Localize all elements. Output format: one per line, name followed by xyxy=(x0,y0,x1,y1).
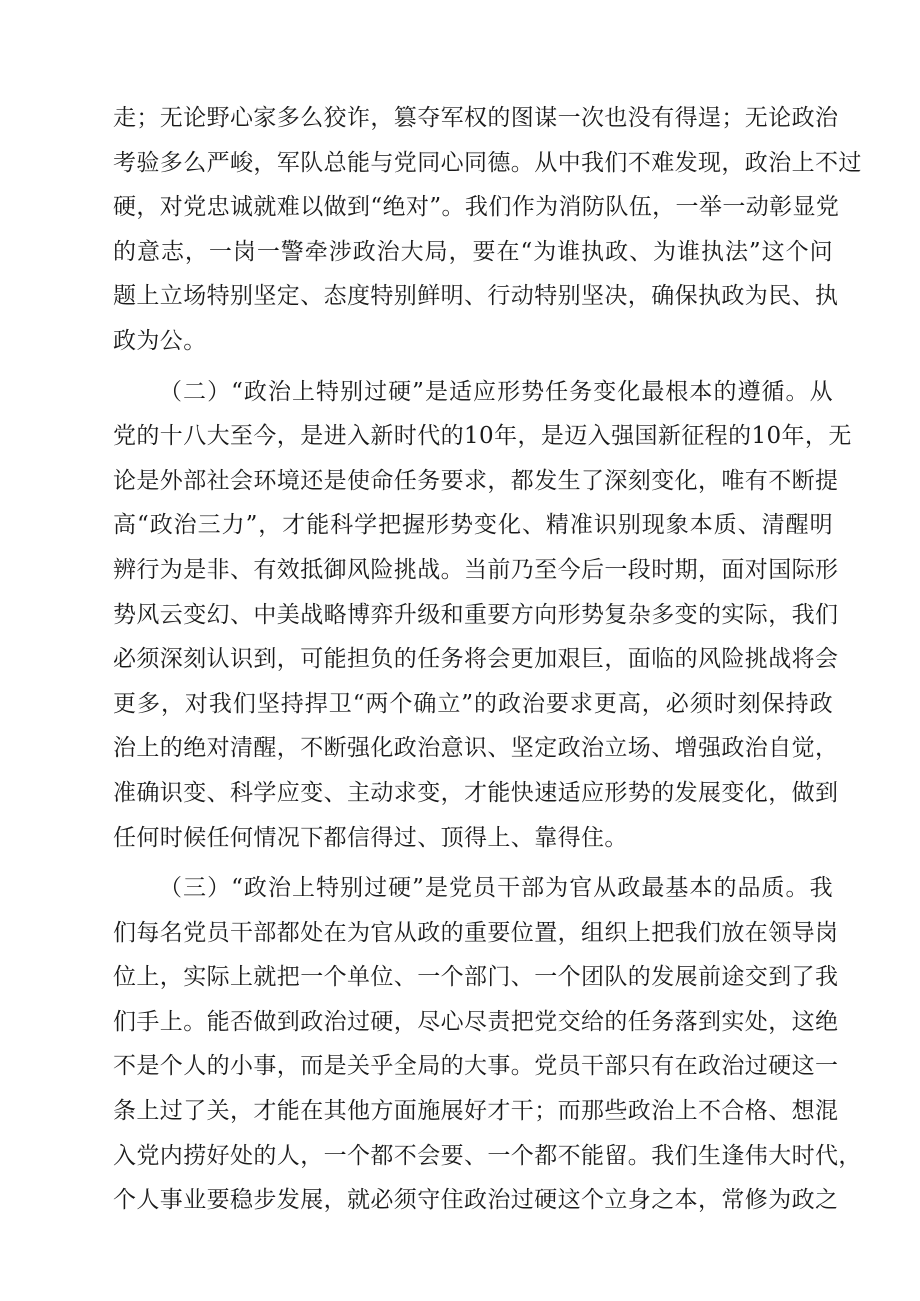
text-line: 党的十八大至今，是进入新时代的10年，是迈入强国新征程的10年，无 xyxy=(113,423,852,450)
text-line: 们手上。能否做到政治过硬，尽心尽责把党交给的任务落到实处，这绝 xyxy=(113,1008,839,1035)
text-line: 势风云变幻、中美战略博弈升级和重要方向形势复杂多变的实际，我们 xyxy=(113,601,839,628)
text-line: 准确识变、科学应变、主动求变，才能快速适应形势的发展变化，做到 xyxy=(113,779,839,806)
section-heading-line: （三）“政治上特别过硬”是党员干部为官从政最基本的品质。我 xyxy=(159,875,833,902)
text-line: 的意志，一岗一警牵涉政治大局，要在“为谁执政、为谁执法”这个问 xyxy=(113,238,833,265)
text-line: 位上，实际上就把一个单位、一个部门、一个团队的发展前途交到了我 xyxy=(113,964,839,991)
text-line: 任何时候任何情况下都信得过、顶得上、靠得住。 xyxy=(113,824,628,851)
text-line: 入党内捞好处的人，一个都不会要、一个都不能留。我们生逢伟大时代， xyxy=(113,1142,862,1169)
text-line: 更多，对我们坚持捍卫“两个确立”的政治要求更高，必须时刻保持政 xyxy=(113,690,833,717)
section-heading-line: （二）“政治上特别过硬”是适应形势任务变化最根本的遵循。从 xyxy=(159,378,833,405)
text-line: 个人事业要稳步发展，就必须守住政治过硬这个立身之本，常修为政之 xyxy=(113,1187,839,1214)
text-line: 政为公。 xyxy=(113,327,207,354)
text-line: 条上过了关，才能在其他方面施展好才干；而那些政治上不合格、想混 xyxy=(113,1098,839,1125)
text-line: 辨行为是非、有效抵御风险挑战。当前乃至今后一段时期，面对国际形 xyxy=(113,556,839,583)
text-line: 论是外部社会环境还是使命任务要求，都发生了深刻变化，唯有不断提 xyxy=(113,467,839,494)
document-body xyxy=(113,96,862,1223)
text-line: 题上立场特别坚定、态度特别鲜明、行动特别坚决，确保执政为民、执 xyxy=(113,283,839,310)
text-line: 们每名党员干部都处在为官从政的重要位置，组织上把我们放在领导岗 xyxy=(113,919,839,946)
text-line: 硬，对党忠诚就难以做到“绝对”。我们作为消防队伍，一举一动彰显党 xyxy=(113,194,840,221)
text-line: 考验多么严峻，军队总能与党同心同德。从中我们不难发现，政治上不过 xyxy=(113,149,862,176)
paragraph-section-two xyxy=(113,370,852,861)
text-line: 必须深刻认识到，可能担负的任务将会更加艰巨，面临的风险挑战将会 xyxy=(113,646,839,673)
paragraph-section-three xyxy=(113,866,862,1223)
paragraph-continued xyxy=(113,96,862,364)
text-line: 不是个人的小事，而是关乎全局的大事。党员干部只有在政治过硬这一 xyxy=(113,1053,839,1080)
text-line: 治上的绝对清醒，不断强化政治意识、坚定政治立场、增强政治自觉， xyxy=(113,735,839,762)
text-line: 走；无论野心家多么狡诈，篡夺军权的图谋一次也没有得逞；无论政治 xyxy=(113,105,839,131)
text-line: 高“政治三力”，才能科学把握形势变化、精准识别现象本质、清醒明 xyxy=(113,512,833,539)
